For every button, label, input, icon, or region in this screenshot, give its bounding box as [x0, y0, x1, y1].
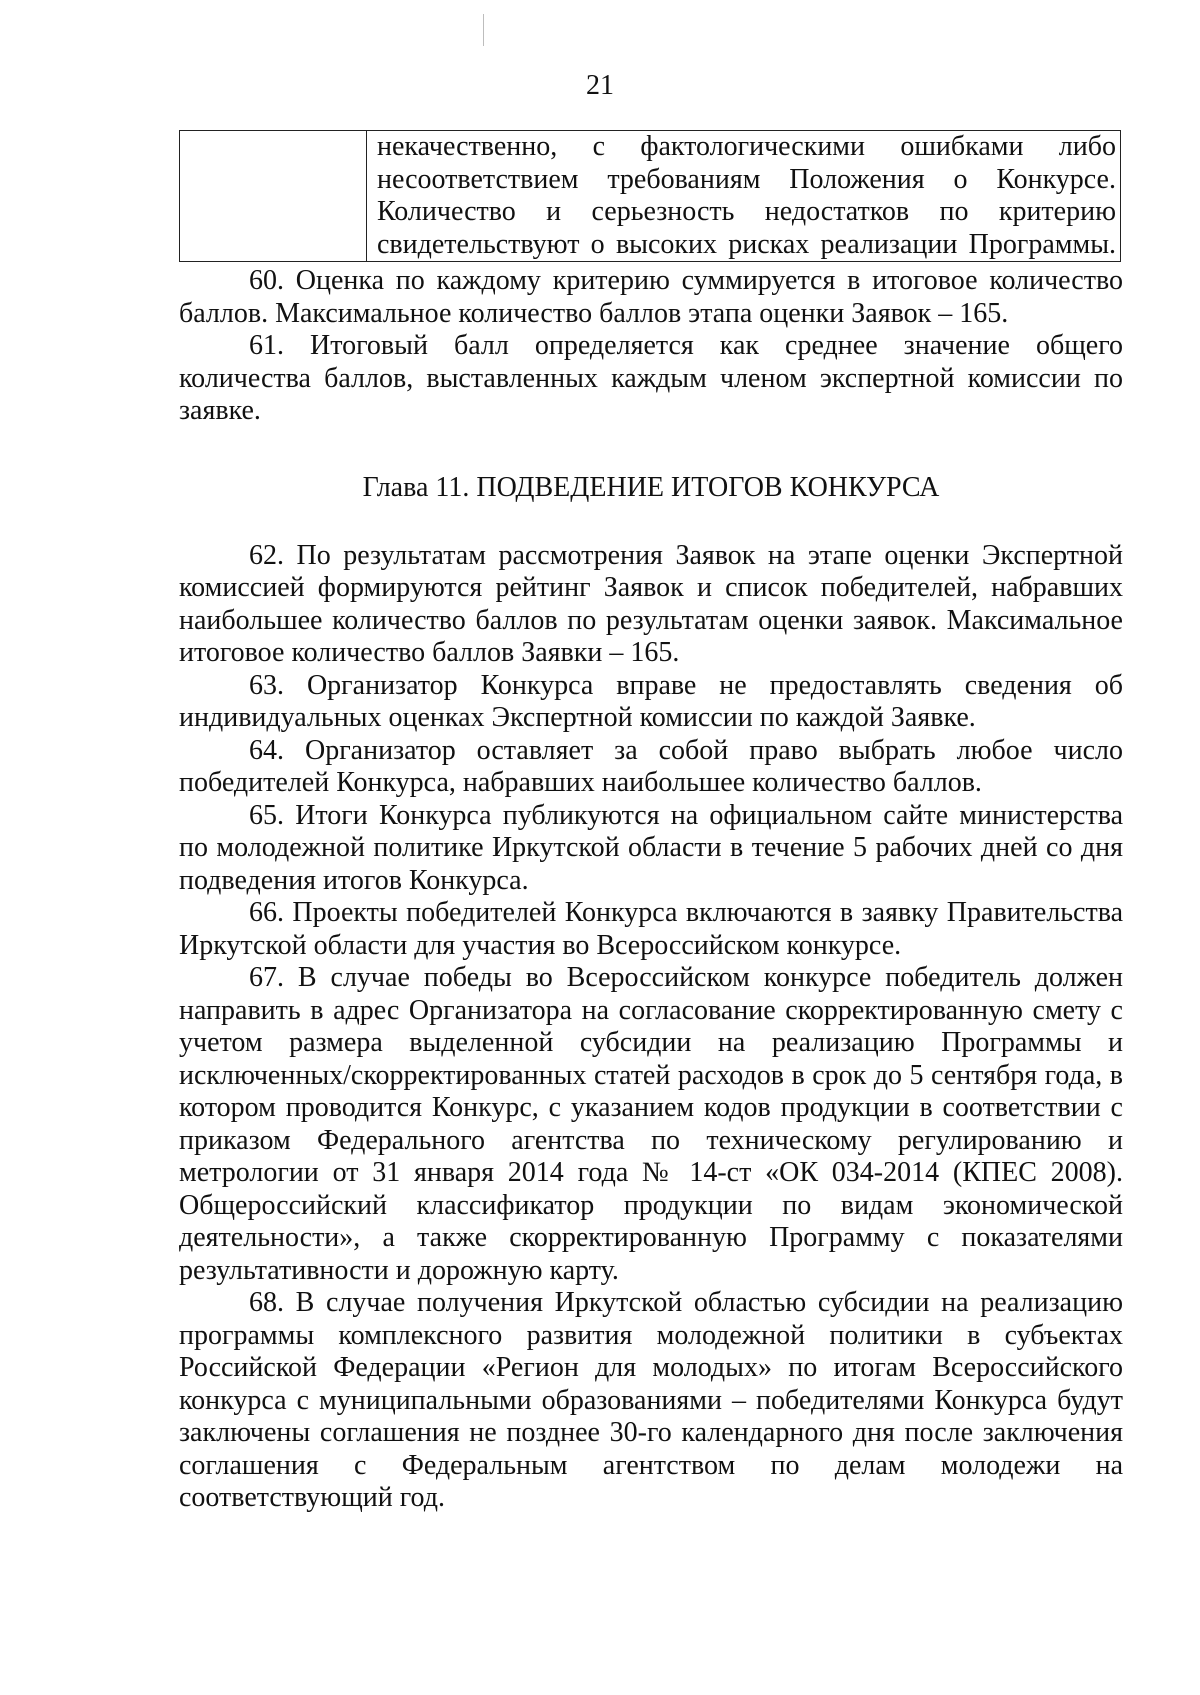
paragraph-64: 64. Организатор оставляет за собой право выбрать любое число победителей Конкурса, набравших наибольшее количество баллов. — [179, 734, 1123, 798]
chapter-title: Глава 11. ПОДВЕДЕНИЕ ИТОГОВ КОНКУРСА — [362, 471, 940, 503]
table-cell-empty — [180, 131, 367, 262]
paragraph-62: 62. По результатам рассмотрения Заявок на этапе оценки Экспертной комиссией формируются рейтинг Заявок и список победителей, набравших наибольшее количество баллов по результатам оценки заявок. Максимальное итоговое количество баллов Заявки – 165. — [179, 539, 1123, 668]
paragraph-61: 61. Итоговый балл определяется как среднее значение общего количества баллов, выставленных каждым членом экспертной комиссии по заявке. — [179, 330, 1123, 426]
paragraph-68: 68. В случае получения Иркутской областью субсидии на реализацию программы комплексного развития молодежной политики в субъектах Российской Федерации «Регион для молодых» по итогам Всероссийского конкурса с муниципальными образованиями – победителями Конкурса будут заключены соглашения не позднее 30-го календарного дня после заключения соглашения с Федеральным агентством по делам молодежи на соответствующий год. — [179, 1287, 1123, 1513]
paragraph-66: 66. Проекты победителей Конкурса включаются в заявку Правительства Иркутской области для участия во Всероссийском конкурсе. — [179, 897, 1123, 961]
table-cell-text: некачественно, с фактологическими ошибками либо несоответствием требованиям Положения о Конкурсе. Количество и серьезность недостатков по критерию свидетельствуют о высоких рисках реализации Программы. — [367, 131, 1121, 262]
scan-artifact-line — [483, 14, 484, 46]
paragraph-63: 63. Организатор Конкурса вправе не предоставлять сведения об индивидуальных оценках Экспертной комиссии по каждой Заявке. — [179, 669, 1123, 733]
paragraph-65: 65. Итоги Конкурса публикуются на официальном сайте министерства по молодежной политике Иркутской области в течение 5 рабочих дней со дня подведения итогов Конкурса. — [179, 799, 1123, 896]
table-row — [180, 131, 1121, 262]
document-body — [179, 130, 1123, 1515]
paragraph-60: 60. Оценка по каждому критерию суммируется в итоговое количество баллов. Максимальное количество баллов этапа оценки Заявок – 165. — [179, 265, 1123, 329]
criteria-table — [179, 130, 1121, 262]
paragraph-67: 67. В случае победы во Всероссийском конкурсе победитель должен направить в адрес Организатора на согласование скорректированную смету с учетом размера выделенной субсидии на реализацию Программы и исключенных/скорректированных статей расходов в срок до 5 сентября года, в котором проводится Конкурс, с указанием кодов продукции в соответствии с приказом Федерального агентства по техническому регулированию и метрологии от 31 января 2014 года № 14-ст «ОК 034-2014 (КПЕС 2008). Общероссийский классификатор продукции по видам экономической деятельности», а также скорректированную Программу с показателями результативности и дорожную карту. — [179, 962, 1123, 1286]
page-number: 21 — [586, 70, 614, 101]
